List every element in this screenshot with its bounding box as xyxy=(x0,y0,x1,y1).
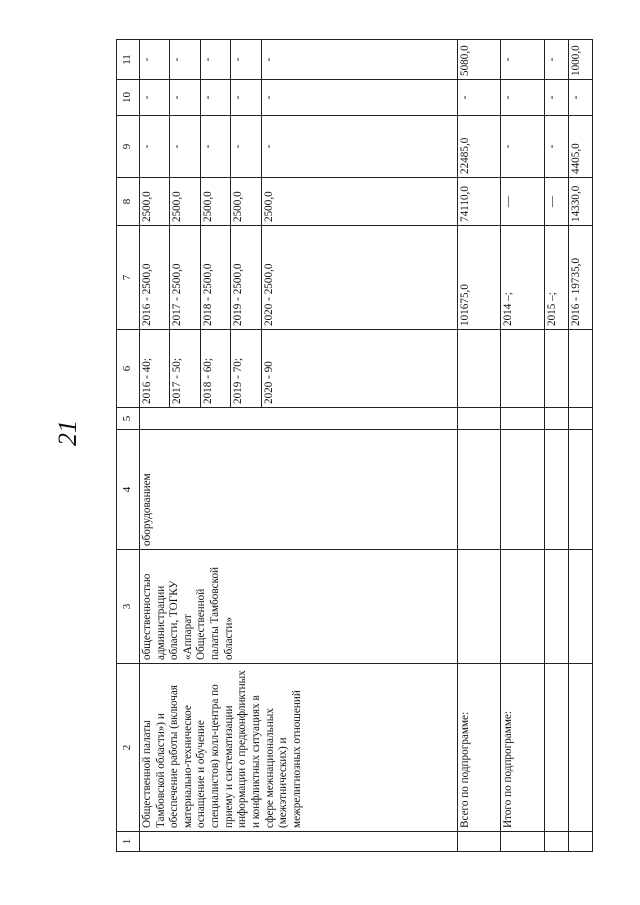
total-cell-3 xyxy=(457,550,501,664)
header-cell-9: 9 xyxy=(117,116,140,178)
row-2015-total: 2015 –; xyxy=(544,226,568,330)
measure-description: Общественной палаты Тамбовской области») и обеспечение работы (включая материально-техническое оснащение и обучение специалистов) колл-центра по приему и систематизации информации о предконфликтных и конфликтных ситуациях в сфере межнациональных (межэтнических) и межрелигиозных отношений xyxy=(139,664,457,832)
indicator-year-value: 2019 - 70; xyxy=(231,330,261,408)
itogo-label: Итого по подпрограмме: xyxy=(501,664,545,832)
row-2016 xyxy=(568,40,592,852)
itogo-local: - xyxy=(501,80,545,116)
funding-local: - xyxy=(231,80,261,116)
funding-local: - xyxy=(170,80,200,116)
header-row xyxy=(117,40,140,852)
total-funding: 101675,0 xyxy=(457,226,501,330)
total-cell-1 xyxy=(457,832,501,852)
row-2016-cell-1 xyxy=(568,832,592,852)
funding-local: - xyxy=(200,80,230,116)
funding-other: - xyxy=(170,40,200,80)
funding-federal: - xyxy=(231,116,261,178)
funding-total-year: 2016 - 2500,0 xyxy=(139,226,169,330)
itogo-cell-6 xyxy=(501,330,545,408)
budget-table xyxy=(116,39,593,852)
row-2015-cell-1 xyxy=(544,832,568,852)
funding-federal: - xyxy=(170,116,200,178)
funding-federal: - xyxy=(200,116,230,178)
header-cell-8: 8 xyxy=(117,178,140,226)
row-2016-cell-2 xyxy=(568,664,592,832)
row-2016-cell-5 xyxy=(568,408,592,430)
row-2016-federal: 4405,0 xyxy=(568,116,592,178)
itogo-other: - xyxy=(501,40,545,80)
total-regional: 74110,0 xyxy=(457,178,501,226)
total-other: 5080,0 xyxy=(457,40,501,80)
indicator-year-value: 2016 - 40; xyxy=(139,330,169,408)
row-2015-cell-3 xyxy=(544,550,568,664)
row-2016-regional: 14330,0 xyxy=(568,178,592,226)
row-2015-cell-4 xyxy=(544,430,568,550)
total-row xyxy=(457,40,501,852)
itogo-row xyxy=(501,40,545,852)
funding-other: - xyxy=(139,40,169,80)
row-2016-total: 2016 - 19735,0 xyxy=(568,226,592,330)
row-2015-cell-2 xyxy=(544,664,568,832)
funding-regional: 2500,0 xyxy=(261,178,457,226)
measure-row xyxy=(139,40,169,852)
row-2015-cell-6 xyxy=(544,330,568,408)
rotated-table-container xyxy=(116,40,593,852)
total-local: - xyxy=(457,80,501,116)
page-number: 21 xyxy=(53,420,82,446)
row-2015-other: - xyxy=(544,40,568,80)
total-federal: 22485,0 xyxy=(457,116,501,178)
row-2016-other: 1000,0 xyxy=(568,40,592,80)
header-cell-2: 2 xyxy=(117,664,140,832)
funding-regional: 2500,0 xyxy=(139,178,169,226)
funding-regional: 2500,0 xyxy=(200,178,230,226)
funding-federal: - xyxy=(261,116,457,178)
total-cell-5 xyxy=(457,408,501,430)
funding-other: - xyxy=(231,40,261,80)
funding-local: - xyxy=(261,80,457,116)
header-cell-6: 6 xyxy=(117,330,140,408)
row-2015-regional: — xyxy=(544,178,568,226)
executor-cell: общественностью администрации области, ТОГКУ «Аппарат Общественной палаты Тамбовской области» xyxy=(139,550,457,664)
header-cell-1: 1 xyxy=(117,832,140,852)
funding-regional: 2500,0 xyxy=(170,178,200,226)
itogo-cell-5 xyxy=(501,408,545,430)
row-2015-local: - xyxy=(544,80,568,116)
main-cell-5 xyxy=(139,408,457,430)
total-cell-4 xyxy=(457,430,501,550)
funding-total-year: 2019 - 2500,0 xyxy=(231,226,261,330)
indicator-year-value: 2018 - 60; xyxy=(200,330,230,408)
funding-total-year: 2020 - 2500,0 xyxy=(261,226,457,330)
row-2016-cell-3 xyxy=(568,550,592,664)
row-2015-cell-5 xyxy=(544,408,568,430)
itogo-federal: - xyxy=(501,116,545,178)
itogo-2014: 2014 –; xyxy=(501,226,545,330)
itogo-cell-3 xyxy=(501,550,545,664)
indicator-year-value: 2020 - 90 xyxy=(261,330,457,408)
header-cell-5: 5 xyxy=(117,408,140,430)
header-cell-3: 3 xyxy=(117,550,140,664)
row-2015 xyxy=(544,40,568,852)
indicator-year-value: 2017 - 50; xyxy=(170,330,200,408)
funding-other: - xyxy=(200,40,230,80)
row-2016-local: - xyxy=(568,80,592,116)
header-cell-7: 7 xyxy=(117,226,140,330)
itogo-cell-1 xyxy=(501,832,545,852)
indicator-cell: оборудованием xyxy=(139,430,457,550)
header-cell-10: 10 xyxy=(117,80,140,116)
funding-other: - xyxy=(261,40,457,80)
row-2016-cell-6 xyxy=(568,330,592,408)
row-2015-federal: - xyxy=(544,116,568,178)
row-2016-cell-4 xyxy=(568,430,592,550)
main-cell-1 xyxy=(139,832,457,852)
itogo-regional: — xyxy=(501,178,545,226)
funding-regional: 2500,0 xyxy=(231,178,261,226)
header-cell-11: 11 xyxy=(117,40,140,80)
funding-federal: - xyxy=(139,116,169,178)
funding-local: - xyxy=(139,80,169,116)
funding-total-year: 2018 - 2500,0 xyxy=(200,226,230,330)
funding-total-year: 2017 - 2500,0 xyxy=(170,226,200,330)
itogo-cell-4 xyxy=(501,430,545,550)
header-cell-4: 4 xyxy=(117,430,140,550)
total-label: Всего по подпрограмме: xyxy=(457,664,501,832)
total-cell-6 xyxy=(457,330,501,408)
